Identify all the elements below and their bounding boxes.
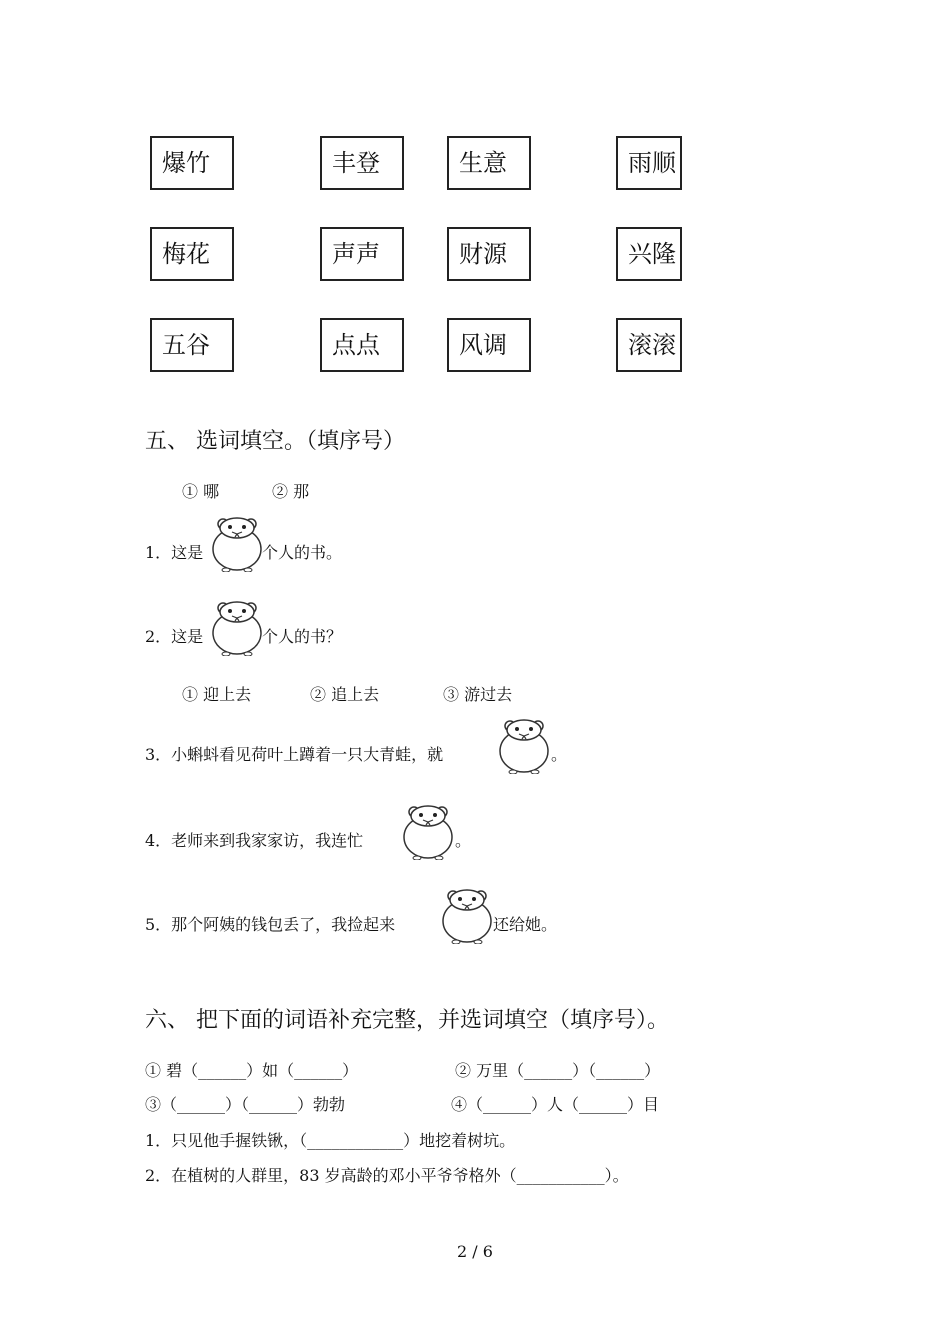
word-box: 五谷: [150, 318, 234, 372]
question-text: 3．小蝌蚪看见荷叶上蹲着一只大青蛙，就: [145, 745, 444, 764]
word-box: 雨顺: [616, 136, 682, 190]
option: ② 那: [272, 482, 310, 501]
question-text: 5．那个阿姨的钱包丢了，我捡起来: [145, 915, 396, 934]
fill-item: ④（______）人（______）目: [451, 1095, 660, 1114]
hamster-answer-blank-icon[interactable]: [497, 716, 551, 774]
option: ① 哪: [182, 482, 220, 501]
word-box: 丰登: [320, 136, 404, 190]
section-6-title: 六、 把下面的词语补充完整，并选词填空（填序号）。: [145, 1008, 669, 1033]
section-5-title: 五、 选词填空。（填序号）: [145, 429, 405, 454]
question-text: 1．这是: [145, 543, 204, 562]
hamster-answer-blank-icon[interactable]: [440, 886, 494, 944]
fill-item: ① 碧（______）如（______）: [145, 1061, 359, 1080]
word-box: 财源: [447, 227, 531, 281]
question-text: 。: [455, 831, 472, 850]
question-text: 2．这是: [145, 627, 204, 646]
word-box: 生意: [447, 136, 531, 190]
word-box: 爆竹: [150, 136, 234, 190]
page-number: 2 / 6: [457, 1242, 493, 1261]
hamster-answer-blank-icon[interactable]: [401, 802, 455, 860]
option: ② 追上去: [310, 685, 380, 704]
question-text: 4．老师来到我家家访，我连忙: [145, 831, 364, 850]
fill-item: ③（______）（______）勃勃: [145, 1095, 346, 1114]
question-text: 2．在植树的人群里，83 岁高龄的邓小平爷爷格外（___________）。: [145, 1166, 629, 1185]
question-text: 。: [551, 745, 568, 764]
question-text: 个人的书。: [262, 543, 343, 562]
word-box: 滚滚: [616, 318, 682, 372]
hamster-answer-blank-icon[interactable]: [210, 514, 264, 572]
fill-item: ② 万里（______）（______）: [455, 1061, 661, 1080]
question-text: 个人的书？: [262, 627, 343, 646]
word-box: 点点: [320, 318, 404, 372]
option: ① 迎上去: [182, 685, 252, 704]
option: ③ 游过去: [443, 685, 513, 704]
word-box: 兴隆: [616, 227, 682, 281]
hamster-answer-blank-icon[interactable]: [210, 598, 264, 656]
word-box: 声声: [320, 227, 404, 281]
word-box: 梅花: [150, 227, 234, 281]
question-text: 还给她。: [493, 915, 558, 934]
word-box: 风调: [447, 318, 531, 372]
question-text: 1．只见他手握铁锹，（____________）地挖着树坑。: [145, 1131, 516, 1150]
